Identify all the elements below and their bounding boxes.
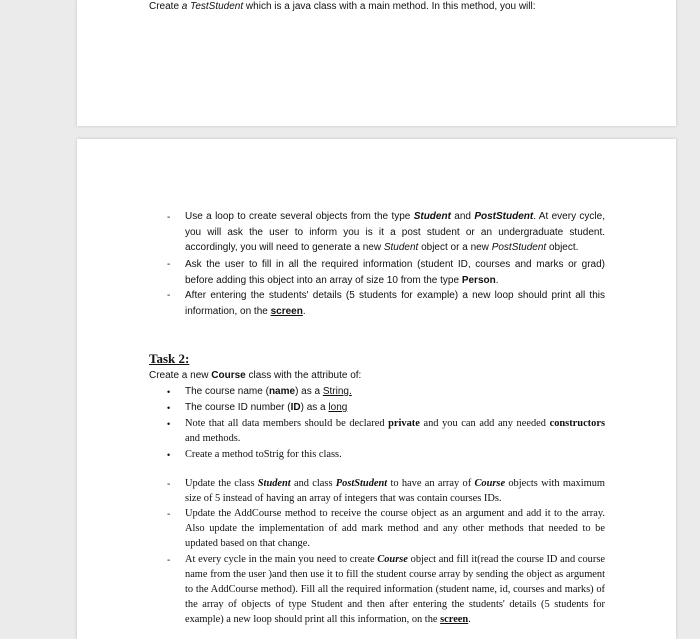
item-text: and you can add any needed xyxy=(419,418,550,429)
item-text: Use a loop to create several objects from the type xyxy=(185,211,414,222)
tostring-item xyxy=(185,447,605,462)
course-id-item xyxy=(185,400,605,416)
class-name: PostStudent xyxy=(474,211,534,222)
item-text: and xyxy=(450,211,475,222)
attribute-name: name xyxy=(268,386,296,397)
item-text: . xyxy=(302,305,306,317)
item-text: object and fill it(read the course ID and course name from the user )and then use it to fill the student course array by sending the object as argument to the AddCourse method). Fill all the required information (student name, id, courses and marks) of the array of objects of type Student and then after entering the students' details (5 students for example) a new loop should print all this information, on the xyxy=(185,554,605,625)
type-name: String. xyxy=(322,386,352,397)
class-name: Person xyxy=(461,274,496,286)
intro-text: Create a new xyxy=(149,370,212,381)
emphasis-word: screen xyxy=(270,305,303,317)
dash-bullet: - xyxy=(167,290,171,301)
item-text: object or a new xyxy=(418,242,492,254)
attribute-name: ID xyxy=(290,402,301,413)
class-name: PostStudent xyxy=(335,478,388,489)
class-name: Course xyxy=(474,478,506,489)
document-page-1 xyxy=(77,0,676,126)
line-text: which is a java class with a main method. In this method, you will: xyxy=(243,1,536,12)
line-text: a xyxy=(181,1,188,12)
dash-bullet: - xyxy=(167,509,171,520)
class-name: Course xyxy=(211,370,246,381)
task-title: Task 2: xyxy=(149,351,190,366)
line-text: Create xyxy=(149,1,182,12)
item-text: Update the AddCourse method to receive the course object as an argument and add it to the array. Also update the implementation of add mark method and any other methods that needed to be updated based on that change. xyxy=(185,508,605,549)
class-name: Course xyxy=(377,554,408,565)
item-text: and class xyxy=(290,478,336,489)
intro-text: class with the attribute of: xyxy=(245,370,362,381)
create-teststudent-line xyxy=(149,0,536,14)
dot-bullet: • xyxy=(167,450,171,460)
main-cycle-item xyxy=(185,552,605,627)
document-page-2 xyxy=(77,139,676,639)
class-name: Student xyxy=(383,242,419,254)
update-addcourse-item xyxy=(185,506,605,551)
dash-bullet: - xyxy=(167,555,171,566)
dash-bullet: - xyxy=(167,479,171,490)
item-text: and methods. xyxy=(185,433,241,444)
item-text: . xyxy=(495,274,499,286)
course-name-item xyxy=(185,384,605,400)
dash-bullet: - xyxy=(167,259,171,270)
class-name: Student xyxy=(413,211,451,222)
dot-bullet: • xyxy=(167,403,171,413)
class-name: PostStudent xyxy=(491,242,547,254)
emphasis-word: screen xyxy=(440,614,469,625)
item-text: Update the class xyxy=(185,478,258,489)
print-loop-item xyxy=(185,288,605,319)
type-name: long xyxy=(328,402,348,413)
class-name: Student xyxy=(257,478,291,489)
update-student-class-item xyxy=(185,476,605,506)
item-text: . xyxy=(468,614,471,625)
item-text: Note that all data members should be declared xyxy=(185,418,389,429)
item-text: After entering the students' details (5 students for example) a new loop should print all this information, on the xyxy=(185,290,605,317)
ask-user-item xyxy=(185,257,605,288)
keyword: constructors xyxy=(549,418,605,429)
item-text: ) as a xyxy=(300,402,329,413)
private-members-item xyxy=(185,416,605,446)
loop-create-item xyxy=(185,209,605,256)
item-text: . At every cycle, you will ask the user to inform you is it a post student or an undergraduate student. accordingly, you will need to generate a new xyxy=(185,211,605,254)
dot-bullet: • xyxy=(167,419,171,429)
item-text: object. xyxy=(546,242,579,254)
item-text: At every cycle in the main you need to create xyxy=(185,554,378,565)
dot-bullet: • xyxy=(167,387,171,397)
item-text: Ask the user to fill in all the required information (student ID, courses and marks or grad) before adding this object into an array of size 10 from the type xyxy=(185,259,605,286)
class-name: TestStudent xyxy=(190,1,244,12)
item-text: The course ID number ( xyxy=(185,402,291,413)
item-text: The course name ( xyxy=(185,386,269,397)
keyword: private xyxy=(388,418,420,429)
item-text: Create a method toStrig for this class. xyxy=(185,449,342,460)
item-text: objects with maximum size of 5 instead of having an array of integers that was contain courses IDs. xyxy=(185,478,605,504)
course-intro xyxy=(149,368,361,383)
item-text: to have an array of xyxy=(387,478,475,489)
item-text: ) as a xyxy=(295,386,323,397)
dash-bullet: - xyxy=(167,212,171,223)
